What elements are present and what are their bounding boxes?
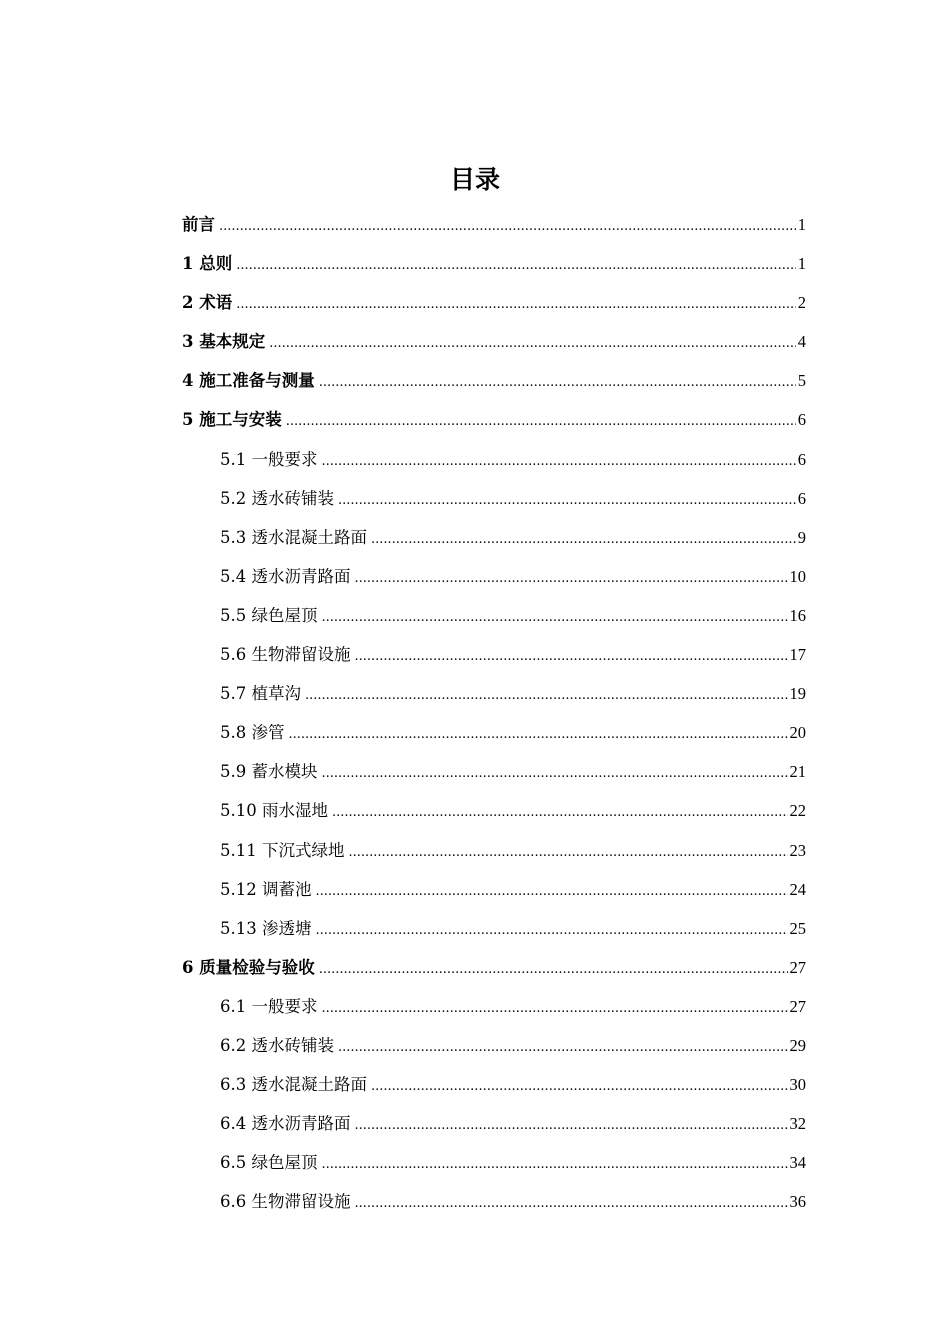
toc-entry[interactable] bbox=[182, 752, 806, 791]
toc-page-number: 32 bbox=[789, 1114, 806, 1134]
toc-entry-label: 6.4 透水沥青路面 bbox=[220, 1114, 351, 1134]
toc-title: 目录 bbox=[449, 165, 500, 194]
toc-page-number: 9 bbox=[797, 527, 806, 547]
toc-page-number: 36 bbox=[789, 1192, 806, 1212]
toc-dot-leader bbox=[315, 911, 787, 948]
toc-entry[interactable] bbox=[182, 831, 806, 870]
toc-dot-leader bbox=[322, 989, 788, 1026]
toc-dot-leader bbox=[305, 676, 788, 713]
toc-entry[interactable] bbox=[182, 479, 806, 518]
toc-dot-leader bbox=[371, 1067, 788, 1104]
toc-dot-leader bbox=[332, 793, 788, 830]
toc-dot-leader bbox=[322, 442, 796, 479]
toc-dot-leader bbox=[338, 481, 796, 518]
toc-page-number: 16 bbox=[789, 605, 806, 625]
toc-page-number: 27 bbox=[789, 996, 806, 1016]
toc-dot-leader bbox=[236, 285, 796, 322]
toc-dot-leader bbox=[269, 324, 796, 361]
toc-dot-leader bbox=[286, 402, 796, 439]
toc-dot-leader bbox=[322, 598, 788, 635]
toc-dot-leader bbox=[371, 520, 796, 557]
toc-dot-leader bbox=[355, 637, 788, 674]
toc-dot-leader bbox=[355, 1106, 788, 1143]
toc-entry-label: 6 质量检验与验收 bbox=[182, 957, 315, 977]
toc-entry-label: 6.6 生物滞留设施 bbox=[220, 1192, 351, 1212]
toc-entry-label: 5.9 蓄水模块 bbox=[220, 762, 318, 782]
toc-entry-label: 前言 bbox=[182, 215, 215, 234]
toc-entry[interactable] bbox=[182, 1143, 806, 1182]
toc-entry-label: 3 基本规定 bbox=[182, 332, 266, 352]
toc-page-number: 25 bbox=[789, 918, 806, 938]
toc-entry-label: 5.7 植草沟 bbox=[220, 684, 301, 704]
toc-entry[interactable] bbox=[182, 870, 806, 909]
toc-entry[interactable] bbox=[182, 440, 806, 479]
toc-page-number: 23 bbox=[789, 840, 806, 860]
toc-entry-label: 5.5 绿色屋顶 bbox=[220, 605, 318, 625]
toc-dot-leader bbox=[322, 1145, 788, 1182]
toc-page-number: 27 bbox=[789, 957, 806, 977]
toc-entry[interactable] bbox=[182, 244, 806, 283]
toc-entry[interactable] bbox=[182, 674, 806, 713]
toc-page-number: 4 bbox=[797, 332, 806, 352]
toc-entry-label: 5.8 渗管 bbox=[220, 723, 285, 743]
toc-entry[interactable] bbox=[182, 361, 806, 400]
toc-entry[interactable] bbox=[182, 635, 806, 674]
toc-entry-label: 5.4 透水沥青路面 bbox=[220, 566, 351, 586]
toc-dot-leader bbox=[319, 363, 796, 400]
toc-dot-leader bbox=[289, 715, 788, 752]
toc-dot-leader bbox=[338, 1028, 788, 1065]
toc-entry[interactable] bbox=[182, 283, 806, 322]
toc-dot-leader bbox=[348, 833, 787, 870]
toc-entry-label: 6.2 透水砖铺装 bbox=[220, 1035, 334, 1055]
toc-page-number: 24 bbox=[789, 879, 806, 899]
toc-entry[interactable] bbox=[182, 1104, 806, 1143]
toc-entry[interactable] bbox=[182, 557, 806, 596]
toc-entry-label: 4 施工准备与测量 bbox=[182, 371, 315, 391]
toc-dot-leader bbox=[319, 950, 788, 987]
toc-entry-label: 5.3 透水混凝土路面 bbox=[220, 527, 367, 547]
toc-entry-label: 6.3 透水混凝土路面 bbox=[220, 1075, 367, 1095]
toc-list bbox=[182, 205, 806, 1221]
toc-entry-label: 5.11 下沉式绿地 bbox=[220, 840, 345, 860]
toc-entry-label: 5.2 透水砖铺装 bbox=[220, 488, 334, 508]
toc-entry[interactable] bbox=[182, 596, 806, 635]
toc-entry-label: 2 术语 bbox=[182, 293, 233, 313]
toc-entry[interactable] bbox=[182, 1065, 806, 1104]
toc-page-number: 5 bbox=[797, 371, 806, 391]
toc-entry[interactable] bbox=[182, 713, 806, 752]
toc-entry-label: 1 总则 bbox=[182, 254, 233, 274]
toc-entry[interactable] bbox=[182, 791, 806, 830]
toc-page-number: 21 bbox=[789, 762, 806, 782]
toc-entry-label: 5.10 雨水湿地 bbox=[220, 801, 328, 821]
toc-entry-label: 5.1 一般要求 bbox=[220, 449, 318, 469]
toc-page-number: 34 bbox=[789, 1153, 806, 1173]
toc-entry[interactable] bbox=[182, 322, 806, 361]
toc-page-number: 2 bbox=[797, 293, 806, 313]
toc-page-number: 6 bbox=[797, 449, 806, 469]
toc-entry[interactable] bbox=[182, 948, 806, 987]
toc-entry[interactable] bbox=[182, 987, 806, 1026]
toc-page-number: 1 bbox=[797, 215, 806, 234]
toc-dot-leader bbox=[236, 246, 796, 283]
toc-entry-label: 5.13 渗透塘 bbox=[220, 918, 312, 938]
toc-dot-leader bbox=[219, 207, 796, 244]
toc-dot-leader bbox=[355, 559, 788, 596]
toc-entry[interactable] bbox=[182, 909, 806, 948]
toc-entry[interactable] bbox=[182, 1026, 806, 1065]
toc-entry-label: 5.6 生物滞留设施 bbox=[220, 645, 351, 665]
toc-dot-leader bbox=[315, 872, 787, 909]
toc-page-number: 20 bbox=[789, 723, 806, 743]
toc-dot-leader bbox=[355, 1184, 788, 1221]
toc-page-number: 19 bbox=[789, 684, 806, 704]
toc-entry[interactable] bbox=[182, 205, 806, 244]
toc-page-number: 10 bbox=[789, 566, 806, 586]
toc-entry-label: 6.1 一般要求 bbox=[220, 996, 318, 1016]
toc-page-number: 29 bbox=[789, 1035, 806, 1055]
toc-entry-label: 5 施工与安装 bbox=[182, 410, 282, 430]
toc-page-number: 6 bbox=[797, 410, 806, 430]
toc-entry-label: 6.5 绿色屋顶 bbox=[220, 1153, 318, 1173]
toc-page-number: 22 bbox=[789, 801, 806, 821]
toc-page-number: 30 bbox=[789, 1075, 806, 1095]
toc-entry-label: 5.12 调蓄池 bbox=[220, 879, 312, 899]
toc-entry[interactable] bbox=[182, 400, 806, 439]
toc-dot-leader bbox=[322, 754, 788, 791]
toc-page-number: 17 bbox=[789, 645, 806, 665]
toc-page-number: 6 bbox=[797, 488, 806, 508]
toc-entry[interactable] bbox=[182, 518, 806, 557]
toc-page-number: 1 bbox=[797, 254, 806, 274]
toc-entry[interactable] bbox=[182, 1182, 806, 1221]
